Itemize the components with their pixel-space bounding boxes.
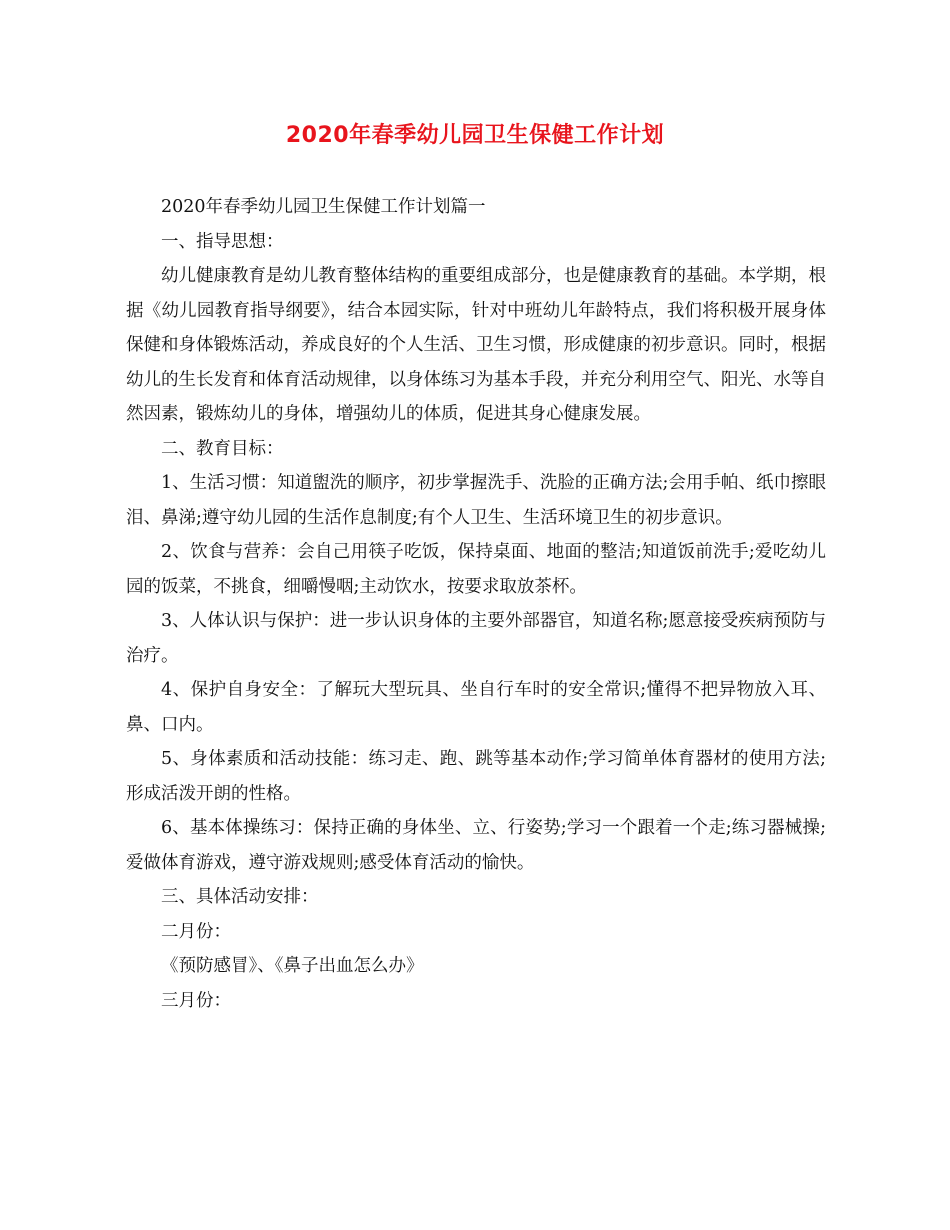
goal-item-2: 2、饮食与营养：会自己用筷子吃饭，保持桌面、地面的整洁;知道饭前洗手;爱吃幼儿园的饭菜，不挑食，细嚼慢咽;主动饮水，按要求取放茶杯。 [126, 542, 826, 597]
goal-item-4: 4、保护自身安全：了解玩大型玩具、坐自行车时的安全常识;懂得不把异物放入耳、鼻、口内。 [126, 680, 826, 735]
goal-item-1: 1、生活习惯：知道盥洗的顺序，初步掌握洗手、洗脸的正确方法;会用手帕、纸巾擦眼泪、鼻涕;遵守幼儿园的生活作息制度;有个人卫生、生活环境卫生的初步意识。 [126, 473, 826, 528]
document-title: 2020年春季幼儿园卫生保健工作计划 [285, 123, 665, 148]
month-label-february: 二月份： [161, 921, 231, 942]
month-label-march: 三月份： [161, 990, 231, 1011]
section-heading: 2020年春季幼儿园卫生保健工作计划篇一 [161, 197, 486, 217]
goal-item-3: 3、人体认识与保护：进一步认识身体的主要外部器官，知道名称;愿意接受疾病预防与治疗。 [126, 611, 826, 666]
document-body [126, 190, 826, 1018]
subheading-education-goals: 二、教育目标： [161, 438, 284, 459]
activity-list-february: 《预防感冒》、《鼻子出血怎么办》 [161, 956, 424, 976]
subheading-activity-schedule: 三、具体活动安排： [161, 887, 319, 907]
subheading-guiding-idea: 一、指导思想： [161, 231, 284, 252]
paragraph-guiding-idea: 幼儿健康教育是幼儿教育整体结构的重要组成部分，也是健康教育的基础。本学期，根据《幼儿园教育指导纲要》，结合本园实际，针对中班幼儿年龄特点，我们将积极开展身体保健和身体锻炼活动，养成良好的个人生活、卫生习惯，形成健康的初步意识。同时，根据幼儿的生长发育和体育活动规律，以身体练习为基本手段，并充分利用空气、阳光、水等自然因素，锻炼幼儿的身体，增强幼儿的体质，促进其身心健康发展。 [126, 266, 826, 424]
goal-item-6: 6、基本体操练习：保持正确的身体坐、立、行姿势;学习一个跟着一个走;练习器械操;爱做体育游戏，遵守游戏规则;感受体育活动的愉快。 [126, 818, 826, 873]
goal-item-5: 5、身体素质和活动技能：练习走、跑、跳等基本动作;学习简单体育器材的使用方法;形成活泼开朗的性格。 [126, 749, 826, 804]
